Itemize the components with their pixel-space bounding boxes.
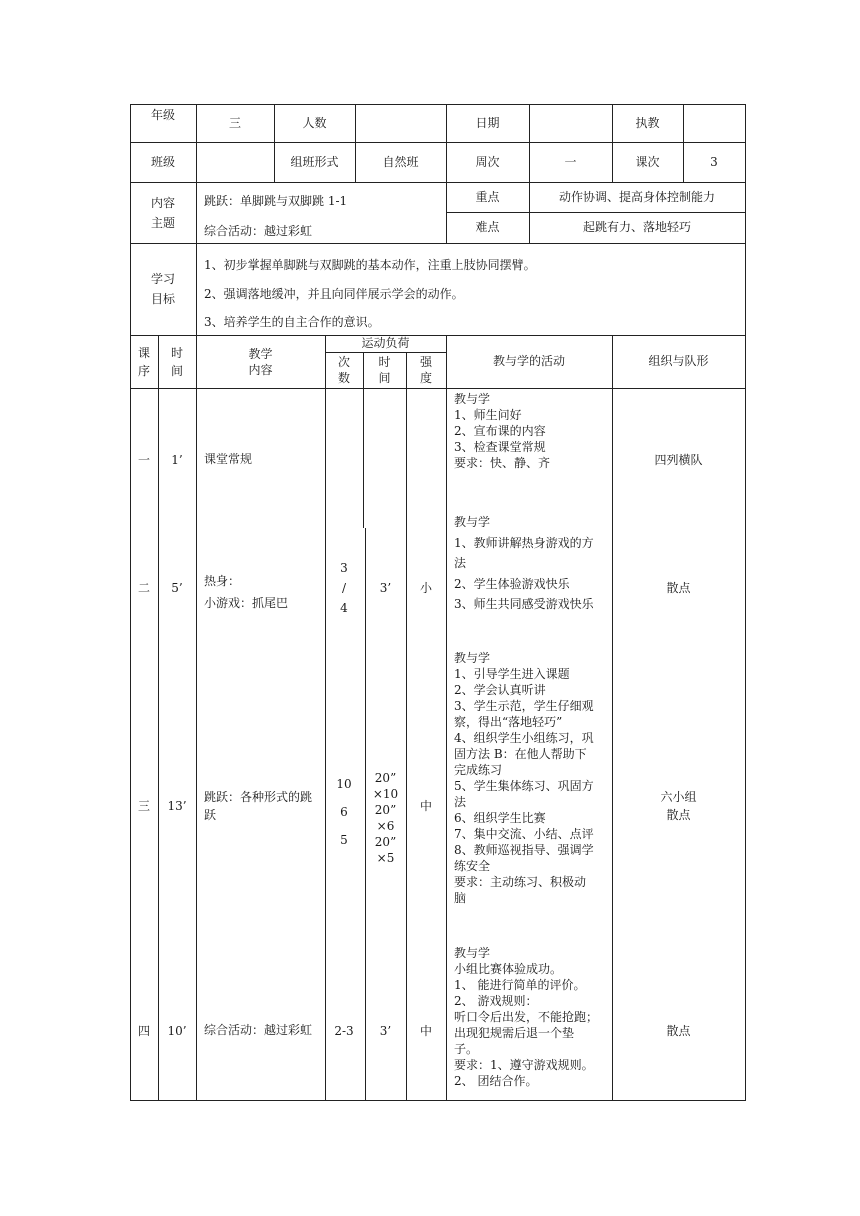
row-reps: 3 / 4 [340, 561, 348, 615]
row-time: 13’ [167, 798, 187, 813]
teacher-value [683, 104, 745, 142]
row-activities: 教与学 小组比赛体验成功。 1、 能进行简单的评价。 2、 游戏规则： 听口令后出发，不能抢跑； 出现犯规需后退一个垫 子。 要求：1、遵守游戏规则。 2、 团结合作。 [454, 946, 599, 1088]
goal-item: 3、培养学生的自主合作的意识。 [204, 315, 380, 329]
row-reps: 2-3 [334, 1023, 354, 1038]
date-label: 日期 [475, 115, 500, 130]
row-load-time: 3’ [379, 1023, 392, 1038]
difficulty-value: 起跳有力、落地轻巧 [582, 220, 691, 234]
week-label: 周次 [475, 154, 500, 169]
row-activities: 教与学 1、教师讲解热身游戏的方 法 2、学生体验游戏快乐 3、师生共同感受游戏快乐 [454, 515, 594, 611]
goal-item: 2、强调落地缓冲，并且向同伴展示学会的动作。 [204, 287, 464, 301]
row-load-time: 20” ×10 20” ×6 20” ×5 [372, 771, 399, 865]
goals-label: 学习 目标 [150, 272, 175, 306]
col-header-time: 时 间 [170, 345, 183, 378]
row-organization: 六小组 散点 [660, 790, 697, 822]
key-point-label: 重点 [475, 189, 500, 204]
col-header-seq: 课 序 [137, 345, 150, 378]
class-label: 班级 [150, 154, 175, 169]
col-header-content: 教学 内容 [248, 346, 273, 377]
row-activities: 教与学 1、师生问好 2、宣布课的内容 3、检查课堂常规 要求：快、静、齐 [454, 392, 551, 470]
topic-line-2: 综合活动：越过彩虹 [204, 224, 313, 238]
row-time: 1’ [171, 452, 183, 467]
date-value [529, 104, 612, 142]
row-organization: 散点 [666, 580, 691, 595]
lesson-value: 3 [710, 154, 718, 169]
teacher-label: 执教 [635, 115, 660, 130]
row-time: 10’ [167, 1023, 187, 1038]
topic-line-1: 跳跃：单脚跳与双脚跳 1-1 [204, 194, 348, 208]
row-content: 热身： 小游戏：抓尾巴 [204, 574, 289, 610]
col-header-intensity: 强 度 [419, 355, 432, 385]
week-value: 一 [564, 154, 577, 169]
col-header-reps: 次 数 [337, 355, 350, 385]
row-content: 综合活动：越过彩虹 [204, 1023, 313, 1037]
col-header-organization: 组织与队形 [648, 354, 709, 368]
col-header-activities: 教与学的活动 [492, 354, 565, 368]
topic-label: 内容 主题 [150, 195, 175, 230]
row-intensity: 小 [419, 580, 432, 595]
row-time: 5’ [171, 580, 183, 595]
row-organization: 四列横队 [654, 452, 703, 467]
row-seq: 三 [137, 798, 150, 813]
row-content: 课堂常规 [204, 452, 253, 466]
lesson-label: 课次 [635, 154, 660, 169]
grade-value: 三 [228, 115, 241, 130]
class-value [196, 142, 274, 182]
count-value [355, 104, 446, 142]
goal-item: 1、初步掌握单脚跳与双脚跳的基本动作，注重上肢协同摆臂。 [204, 258, 536, 272]
row-organization: 散点 [666, 1023, 691, 1038]
row-load-time: 3’ [379, 580, 392, 595]
row-reps: 10 6 5 [336, 777, 352, 847]
grade-label: 年级 [150, 107, 175, 122]
key-point-value: 动作协调、提高身体控制能力 [558, 189, 715, 204]
count-label: 人数 [302, 115, 327, 130]
row-seq: 四 [137, 1023, 150, 1038]
col-header-load: 运动负荷 [361, 336, 410, 350]
row-seq: 二 [137, 580, 150, 595]
row-intensity: 中 [419, 1023, 432, 1038]
form-label: 组班形式 [290, 154, 339, 169]
col-header-load-time: 时 间 [378, 355, 391, 385]
difficulty-label: 难点 [475, 220, 500, 234]
row-content: 跳跃：各种形式的跳 跃 [204, 790, 313, 822]
form-value: 自然班 [382, 154, 419, 169]
row-seq: 一 [137, 452, 150, 467]
row-intensity: 中 [419, 798, 432, 813]
row-activities: 教与学 1、引导学生进入课题 2、学会认真听讲 3、学生示范，学生仔细观 察，得出“落地轻巧” 4、组织学生小组练习，巩 固方法 B：在他人帮助下 完成练习 5、学生集体练习、巩固方 法 6、组织学生比赛 7、集中交流、小结、点评 8、教师巡视指导、强调学 练安全 要求：主动练习、积极动 脑 [454, 651, 594, 905]
